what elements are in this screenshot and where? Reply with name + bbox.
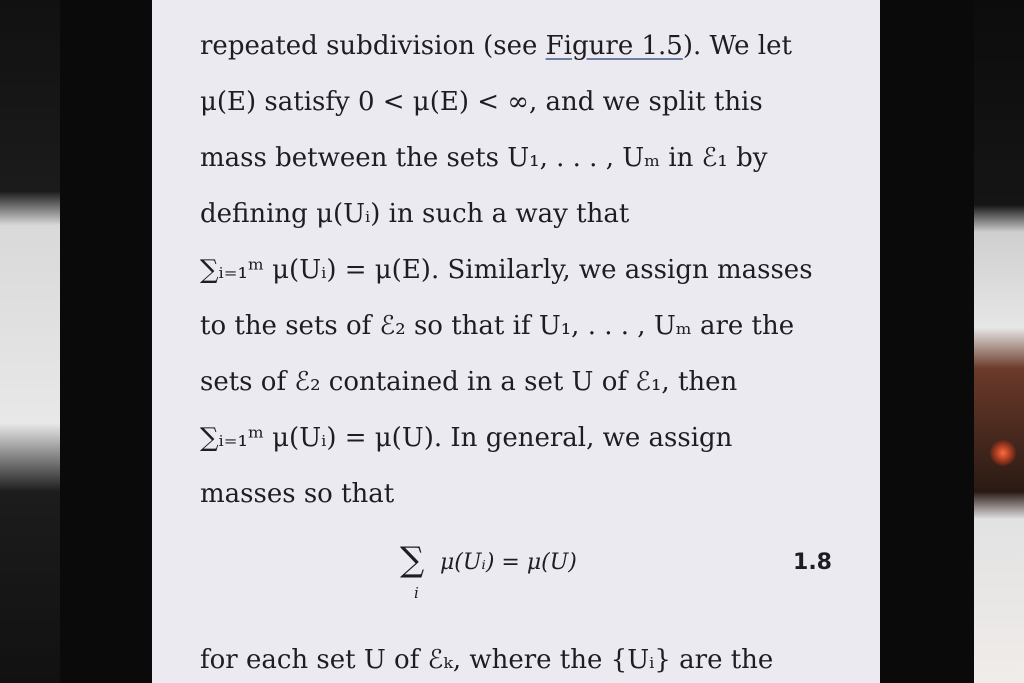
line-4-text: defining μ(Uᵢ) in such a way that — [200, 199, 630, 229]
sum-subscript: i — [414, 584, 419, 602]
figure-link[interactable]: Figure 1.5 — [545, 31, 683, 61]
sum-symbol: ∑ — [400, 540, 425, 580]
line-2-text: μ(E) satisfy 0 < μ(E) < ∞, and we split this — [200, 87, 763, 117]
text-line-last — [200, 632, 832, 683]
equation-body: μ(Uᵢ) = μ(U) — [440, 550, 577, 575]
bokeh-light — [990, 440, 1016, 466]
line-1-text-b: ). We let — [682, 31, 792, 61]
background-right — [974, 0, 1024, 683]
line-7-text: sets of ℰ₂ contained in a set U of ℰ₁, then — [200, 367, 738, 397]
text-line-6 — [200, 298, 832, 354]
line-8-text: ∑ᵢ₌₁ᵐ μ(Uᵢ) = μ(U). In general, we assign — [200, 423, 733, 453]
line-1-text-a: repeated subdivision (see — [200, 31, 546, 61]
book-page — [200, 18, 832, 683]
equation-number: 1.8 — [793, 550, 832, 575]
text-line-4 — [200, 186, 832, 242]
last-line-text: for each set U of ℰₖ, where the {Uᵢ} are the — [200, 645, 774, 675]
line-9-text: masses so that — [200, 479, 395, 509]
text-line-3 — [200, 130, 832, 186]
text-line-2 — [200, 74, 832, 130]
line-3-text: mass between the sets U₁, . . . , Uₘ in ℰ₁ by — [200, 143, 768, 173]
background-left — [0, 0, 60, 683]
text-line-7 — [200, 354, 832, 410]
text-line-8 — [200, 410, 832, 466]
display-equation — [200, 522, 832, 632]
line-5-text: ∑ᵢ₌₁ᵐ μ(Uᵢ) = μ(E). Similarly, we assign masses — [200, 255, 813, 285]
text-line-9 — [200, 466, 832, 522]
text-line-1 — [200, 18, 832, 74]
text-line-5 — [200, 242, 832, 298]
line-6-text: to the sets of ℰ₂ so that if U₁, . . . , Uₘ are the — [200, 311, 795, 341]
